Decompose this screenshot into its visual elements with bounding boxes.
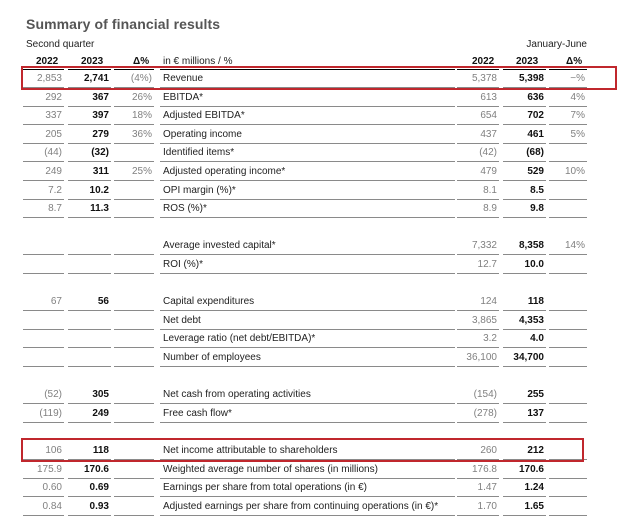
q2-2022-cell: 175.9	[23, 461, 64, 479]
table-row	[0, 237, 629, 255]
q2-delta-cell	[114, 405, 154, 423]
q2-2023-cell: 311	[68, 163, 111, 181]
q2-2023-cell: 249	[68, 405, 111, 423]
row-label: OPI margin (%)*	[160, 182, 455, 200]
q2-2022-cell	[23, 330, 64, 348]
h1-delta-cell	[549, 498, 587, 516]
q2-2022-cell: 0.60	[23, 479, 64, 497]
table-row	[0, 163, 629, 181]
h1-2023-cell: 212	[503, 442, 546, 460]
q2-2023-cell: 279	[68, 126, 111, 144]
h1-2022-cell: 437	[457, 126, 499, 144]
h1-2022-cell: (42)	[457, 144, 499, 162]
q2-2023-cell: 2,741	[68, 70, 111, 88]
table-row	[0, 479, 629, 497]
q2-2023-cell: 11.3	[68, 200, 111, 218]
row-label: EBITDA*	[160, 89, 455, 107]
row-label: Operating income	[160, 126, 455, 144]
h1-2023-cell: 137	[503, 405, 546, 423]
h1-2022-cell: 260	[457, 442, 499, 460]
q2-2022-cell	[23, 237, 64, 255]
q2-2022-cell	[23, 256, 64, 274]
h1-delta-cell: 4%	[549, 89, 587, 107]
h1-2023-cell: 255	[503, 386, 546, 404]
h1-2022-cell: 12.7	[457, 256, 499, 274]
row-label: ROS (%)*	[160, 200, 455, 218]
row-label: Net cash from operating activities	[160, 386, 455, 404]
q2-delta-cell	[114, 442, 154, 460]
row-label: Net income attributable to shareholders	[160, 442, 455, 460]
h1-delta-cell: 7%	[549, 107, 587, 125]
header-q-2023: 2023	[81, 56, 104, 67]
q2-2022-cell: 249	[23, 163, 64, 181]
h1-delta-cell	[549, 405, 587, 423]
h1-2022-cell: 8.1	[457, 182, 499, 200]
q2-2022-cell: 337	[23, 107, 64, 125]
row-label: ROI (%)*	[160, 256, 455, 274]
q2-2022-cell: 205	[23, 126, 64, 144]
table-row	[0, 126, 629, 144]
h1-delta-cell: 5%	[549, 126, 587, 144]
q2-2022-cell: 8.7	[23, 200, 64, 218]
q2-2022-cell	[23, 349, 64, 367]
h1-2023-cell: 170.6	[503, 461, 546, 479]
h1-delta-cell	[549, 349, 587, 367]
q2-2022-cell: 2,853	[23, 70, 64, 88]
header-q-2022: 2022	[36, 56, 59, 67]
row-label: Weighted average number of shares (in millions)	[160, 461, 455, 479]
h1-delta-cell	[549, 256, 587, 274]
h1-2022-cell: 613	[457, 89, 499, 107]
table-row	[0, 405, 629, 423]
q2-delta-cell	[114, 349, 154, 367]
table-row	[0, 200, 629, 218]
h1-2022-cell: 3,865	[457, 312, 499, 330]
q2-delta-cell: (4%)	[114, 70, 154, 88]
table-row	[0, 498, 629, 516]
row-label: Net debt	[160, 312, 455, 330]
row-label: Adjusted earnings per share from continuing operations (in €)*	[160, 498, 455, 516]
h1-2023-cell: 8.5	[503, 182, 546, 200]
row-label: Revenue	[160, 70, 455, 88]
q2-2022-cell	[23, 312, 64, 330]
table-row	[0, 349, 629, 367]
h1-2022-cell: 7,332	[457, 237, 499, 255]
h1-2022-cell: (278)	[457, 405, 499, 423]
table-row	[0, 461, 629, 479]
second-quarter-label: Second quarter	[26, 39, 95, 50]
h1-2023-cell: 1.24	[503, 479, 546, 497]
h1-delta-cell	[549, 442, 587, 460]
q2-delta-cell: 25%	[114, 163, 154, 181]
h1-delta-cell	[549, 200, 587, 218]
h1-2022-cell: 479	[457, 163, 499, 181]
q2-2023-cell: (32)	[68, 144, 111, 162]
q2-delta-cell	[114, 237, 154, 255]
row-label: Average invested capital*	[160, 237, 455, 255]
h1-2022-cell: (154)	[457, 386, 499, 404]
header-h-delta: Δ%	[566, 56, 583, 67]
q2-delta-cell	[114, 479, 154, 497]
h1-2023-cell: 118	[503, 293, 546, 311]
table-row	[0, 89, 629, 107]
h1-2023-cell: 529	[503, 163, 546, 181]
h1-2023-cell: 702	[503, 107, 546, 125]
q2-delta-cell: 18%	[114, 107, 154, 125]
q2-2023-cell: 367	[68, 89, 111, 107]
row-label: Capital expenditures	[160, 293, 455, 311]
q2-delta-cell	[114, 330, 154, 348]
h1-2023-cell: 4,353	[503, 312, 546, 330]
q2-delta-cell	[114, 498, 154, 516]
q2-delta-cell	[114, 461, 154, 479]
h1-delta-cell	[549, 293, 587, 311]
q2-delta-cell	[114, 144, 154, 162]
h1-2022-cell: 36,100	[457, 349, 499, 367]
q2-delta-cell: 26%	[114, 89, 154, 107]
row-label: Number of employees	[160, 349, 455, 367]
h1-delta-cell: 10%	[549, 163, 587, 181]
q2-2022-cell: 292	[23, 89, 64, 107]
q2-delta-cell	[114, 182, 154, 200]
q2-2023-cell	[68, 349, 111, 367]
row-label: Leverage ratio (net debt/EBITDA)*	[160, 330, 455, 348]
h1-2023-cell: 4.0	[503, 330, 546, 348]
q2-delta-cell	[114, 200, 154, 218]
table-row	[0, 144, 629, 162]
q2-delta-cell	[114, 293, 154, 311]
q2-2023-cell	[68, 237, 111, 255]
h1-2023-cell: 10.0	[503, 256, 546, 274]
h1-2022-cell: 654	[457, 107, 499, 125]
table-row	[0, 312, 629, 330]
q2-2023-cell: 305	[68, 386, 111, 404]
row-label: Earnings per share from total operations (in €)	[160, 479, 455, 497]
row-label: Adjusted EBITDA*	[160, 107, 455, 125]
h1-2023-cell: 8,358	[503, 237, 546, 255]
q2-2023-cell: 170.6	[68, 461, 111, 479]
table-row	[0, 256, 629, 274]
q2-2022-cell: 7.2	[23, 182, 64, 200]
h1-delta-cell	[549, 182, 587, 200]
q2-delta-cell	[114, 312, 154, 330]
q2-delta-cell	[114, 386, 154, 404]
q2-2022-cell: (52)	[23, 386, 64, 404]
h1-2023-cell: 5,398	[503, 70, 546, 88]
table-row	[0, 70, 629, 88]
h1-2022-cell: 1.47	[457, 479, 499, 497]
q2-2023-cell	[68, 312, 111, 330]
h1-delta-cell	[549, 330, 587, 348]
table-row	[0, 386, 629, 404]
q2-2022-cell: 67	[23, 293, 64, 311]
q2-delta-cell	[114, 256, 154, 274]
header-unit: in € millions / %	[163, 56, 233, 67]
page-title: Summary of financial results	[26, 16, 221, 32]
h1-delta-cell: −%	[549, 70, 587, 88]
h1-2022-cell: 8.9	[457, 200, 499, 218]
h1-2022-cell: 5,378	[457, 70, 499, 88]
q2-2023-cell: 0.93	[68, 498, 111, 516]
q2-2022-cell: 106	[23, 442, 64, 460]
h1-2022-cell: 124	[457, 293, 499, 311]
q2-2023-cell: 10.2	[68, 182, 111, 200]
h1-2022-cell: 1.70	[457, 498, 499, 516]
table-row	[0, 182, 629, 200]
q2-2022-cell: 0.84	[23, 498, 64, 516]
q2-2023-cell	[68, 256, 111, 274]
q2-2022-cell: (44)	[23, 144, 64, 162]
h1-2023-cell: 461	[503, 126, 546, 144]
row-label: Free cash flow*	[160, 405, 455, 423]
h1-delta-cell	[549, 461, 587, 479]
h1-delta-cell: 14%	[549, 237, 587, 255]
header-h-2022: 2022	[472, 56, 495, 67]
table-row	[0, 442, 629, 460]
q2-delta-cell: 36%	[114, 126, 154, 144]
row-label: Identified items*	[160, 144, 455, 162]
q2-2022-cell: (119)	[23, 405, 64, 423]
h1-delta-cell	[549, 144, 587, 162]
table-row	[0, 330, 629, 348]
q2-2023-cell	[68, 330, 111, 348]
h1-delta-cell	[549, 312, 587, 330]
h1-2023-cell: 636	[503, 89, 546, 107]
header-h-2023: 2023	[516, 56, 539, 67]
table-row	[0, 107, 629, 125]
h1-2022-cell: 176.8	[457, 461, 499, 479]
header-q-delta: Δ%	[133, 56, 150, 67]
h1-2023-cell: (68)	[503, 144, 546, 162]
table-row	[0, 293, 629, 311]
h1-2022-cell: 3.2	[457, 330, 499, 348]
q2-2023-cell: 0.69	[68, 479, 111, 497]
h1-2023-cell: 1.65	[503, 498, 546, 516]
h1-delta-cell	[549, 479, 587, 497]
q2-2023-cell: 397	[68, 107, 111, 125]
row-label: Adjusted operating income*	[160, 163, 455, 181]
january-june-label: January-June	[526, 39, 587, 50]
h1-2023-cell: 9.8	[503, 200, 546, 218]
q2-2023-cell: 118	[68, 442, 111, 460]
q2-2023-cell: 56	[68, 293, 111, 311]
h1-delta-cell	[549, 386, 587, 404]
h1-2023-cell: 34,700	[503, 349, 546, 367]
